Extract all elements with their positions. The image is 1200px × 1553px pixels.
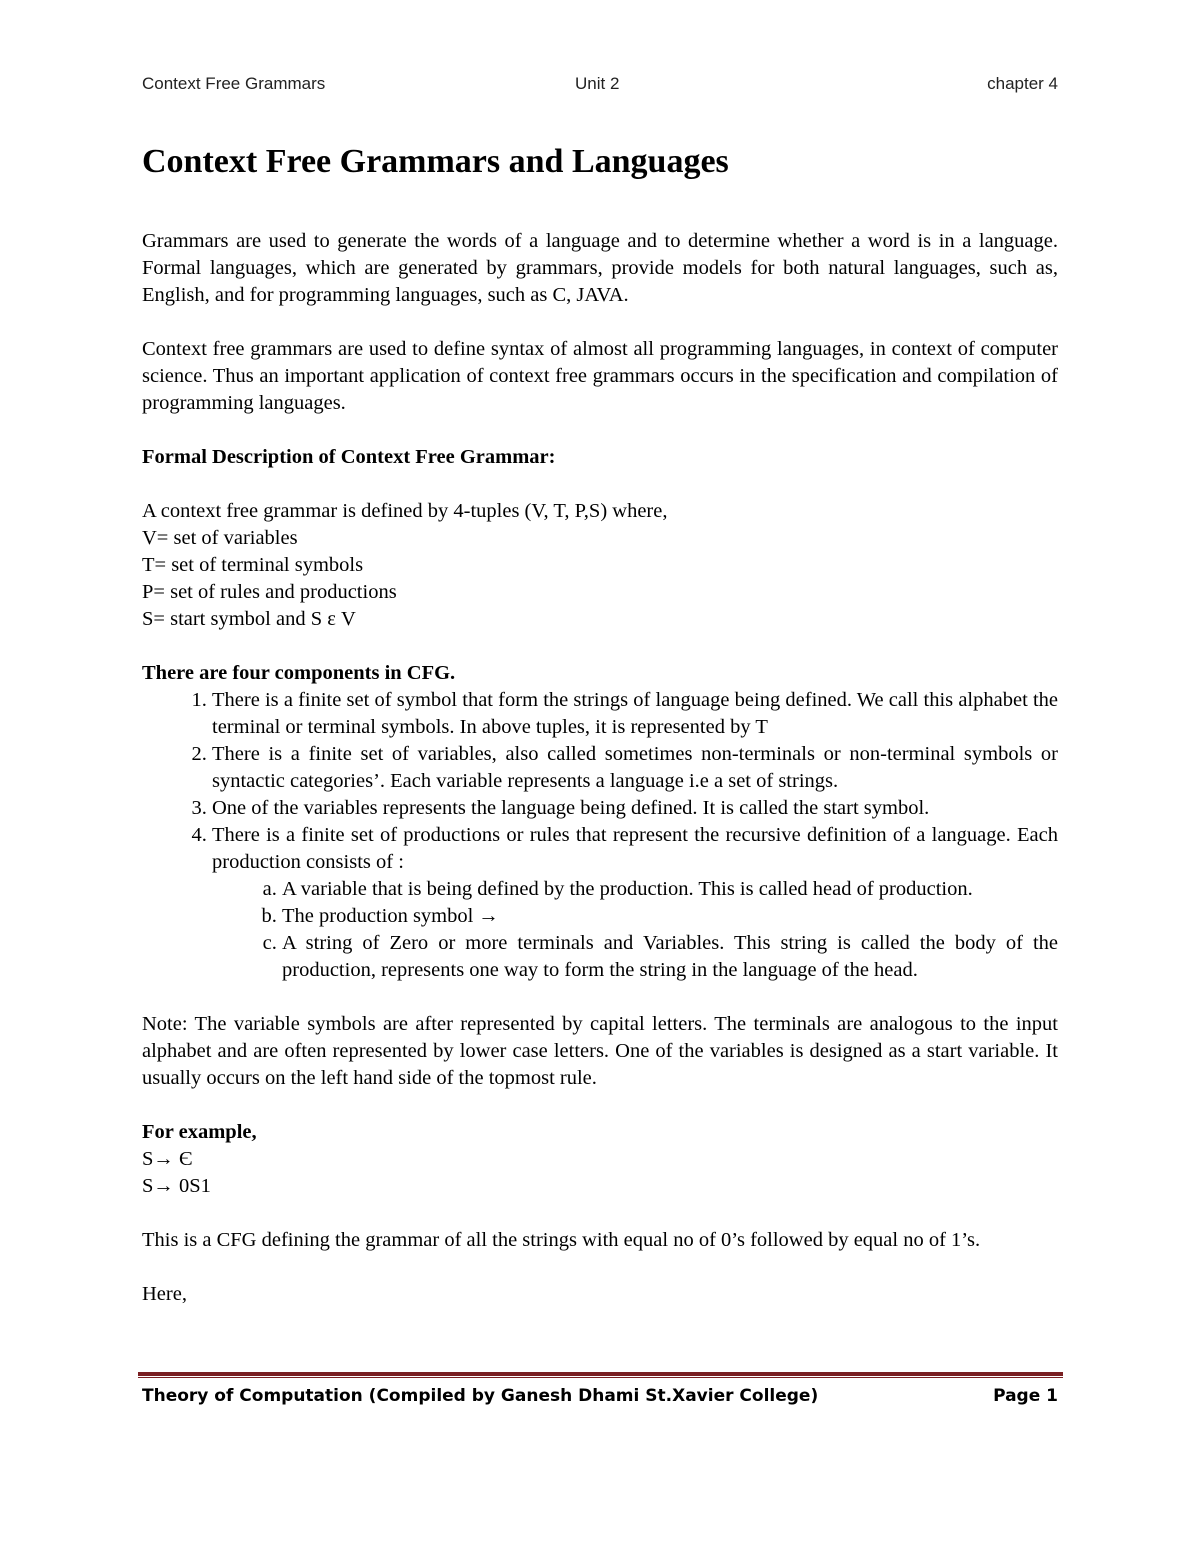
page-title: Context Free Grammars and Languages [142,143,729,180]
definition-t: T= set of terminal symbols [142,554,364,576]
page-number: Page 1 [993,1386,1058,1406]
definition-intro: A context free grammar is defined by 4-tuples (V, T, P,S) where, [142,500,668,522]
production-part-item: a. A variable that is being defined by the production. This is called head of production. [282,876,1058,903]
definition-s: S= start symbol and S ε V [142,608,356,630]
footer-rule [138,1372,1063,1376]
component-item: 1. There is a finite set of symbol that form the strings of language being defined. We call this alphabet the terminal or terminal symbols. In above tuples, it is represented by T [212,687,1058,741]
production-parts-list [212,876,1058,984]
example-rule: S→ 0S1 [142,1175,211,1197]
definition-v: V= set of variables [142,527,298,549]
note-paragraph: Note: The variable symbols are after represented by capital letters. The terminals are analogous to the input alphabet and are often represented by lower case letters. One of the variables is designed as a start variable. It usually occurs on the left hand side of the topmost rule. [142,1013,1058,1089]
context-paragraph: Context free grammars are used to define syntax of almost all programming languages, in context of computer science. Thus an important application of context free grammars occurs in the specification and compilation of programming languages. [142,338,1058,414]
production-part-item: c. A string of Zero or more terminals and Variables. This string is called the body of the production, represents one way to form the string in the language of the head. [282,930,1058,984]
component-item: 3. One of the variables represents the language being defined. It is called the start symbol. [212,795,1058,822]
page-footer [142,1386,1058,1406]
header-right-text: chapter 4 [987,74,1058,93]
component-item [212,822,1058,984]
header-left-text: Context Free Grammars [142,74,326,93]
example-description: This is a CFG defining the grammar of all the strings with equal no of 0’s followed by equal no of 1’s. [142,1229,981,1251]
header-center-text: Unit 2 [575,74,620,93]
component-item: 2. There is a finite set of variables, also called sometimes non-terminals or non-terminal symbols or syntactic categories’. Each variable represents a language i.e a set of strings. [212,741,1058,795]
page-content [142,140,1058,1308]
components-list [142,687,1058,984]
example-heading: For example, [142,1121,257,1143]
production-part-item: b. The production symbol → [282,903,1058,930]
definition-p: P= set of rules and productions [142,581,397,603]
example-rule: S→ Є [142,1148,193,1170]
intro-paragraph: Grammars are used to generate the words of a language and to determine whether a word is in a language. Formal languages, which are generated by grammars, provide models for both natural languages, such as, English, and for programming languages, such as C, JAVA. [142,230,1058,306]
component-item-text: There is a finite set of productions or rules that represent the recursive definition of a language. Each production consists of : [212,824,1058,873]
footer-rule-thin [138,1377,1063,1378]
here-text: Here, [142,1283,187,1305]
formal-description-heading: Formal Description of Context Free Grammar: [142,446,556,468]
footer-left-text: Theory of Computation (Compiled by Ganesh Dhami St.Xavier College) [142,1386,819,1406]
components-heading: There are four components in CFG. [142,662,456,684]
